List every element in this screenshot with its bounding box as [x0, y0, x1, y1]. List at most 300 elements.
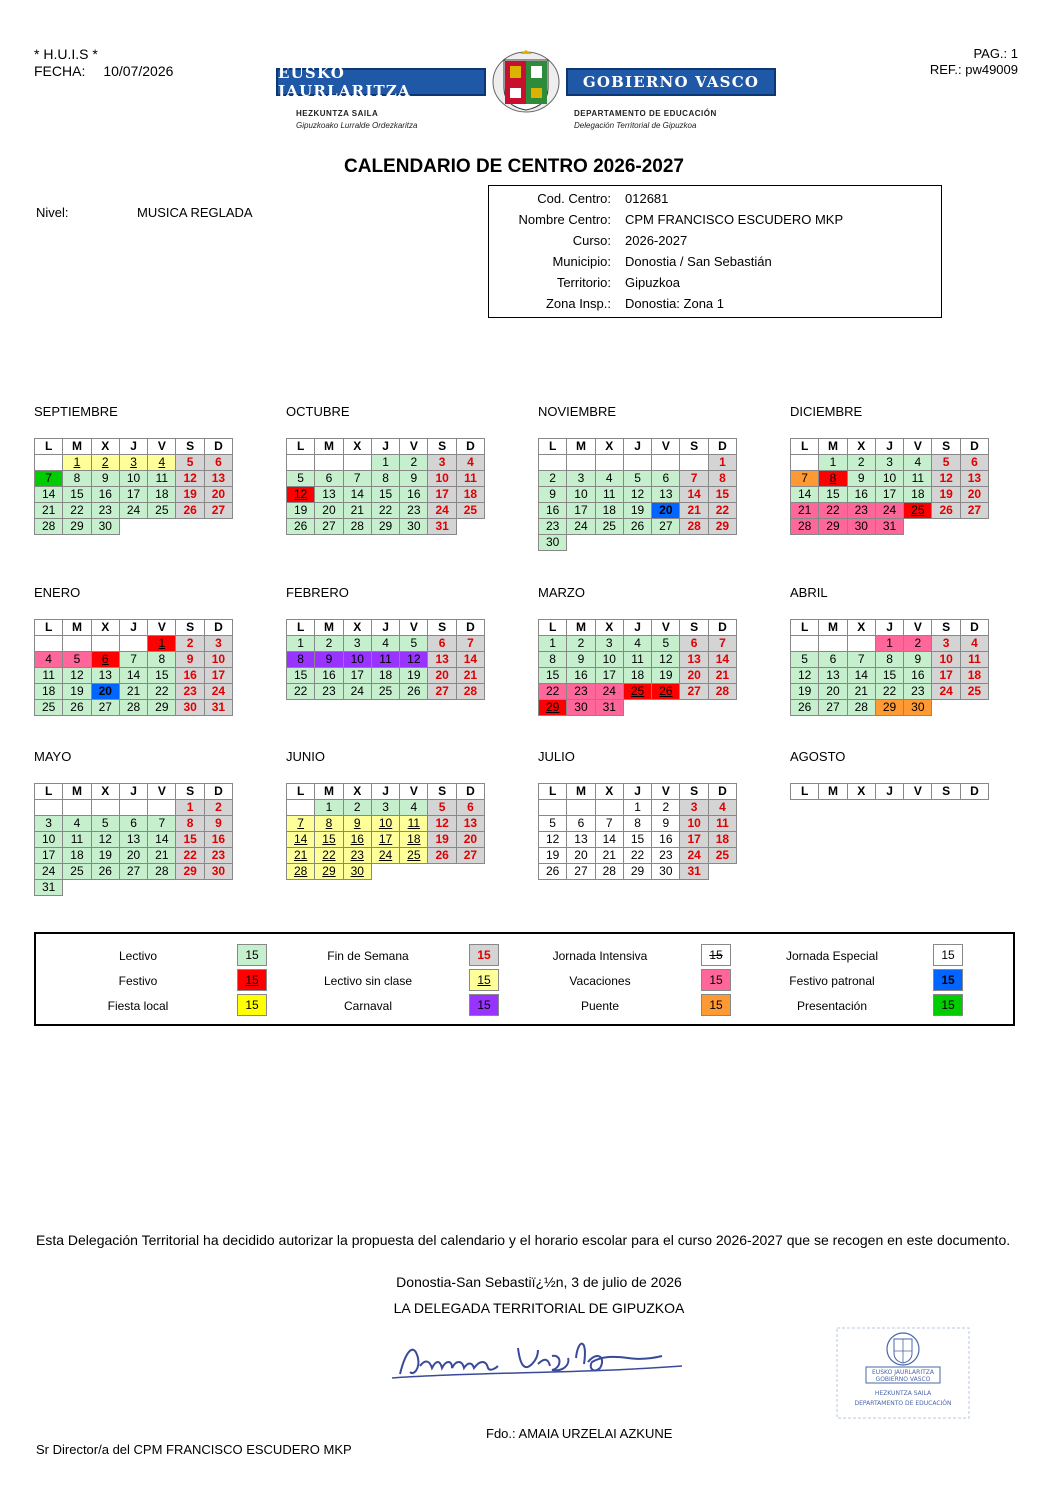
day-cell: 5: [91, 816, 119, 832]
empty-cell: [35, 636, 63, 652]
empty-cell: [819, 636, 847, 652]
day-cell: 29: [176, 864, 204, 880]
day-cell: 22: [371, 503, 399, 519]
day-cell: 24: [595, 684, 623, 700]
day-cell: 4: [708, 800, 736, 816]
day-cell: 16: [400, 487, 428, 503]
info-row-cod: Cod. Centro: 012681: [537, 191, 669, 206]
day-cell: 8: [708, 471, 736, 487]
weekday-header: J: [371, 439, 399, 455]
day-cell: 28: [119, 700, 147, 716]
weekday-header: M: [315, 784, 343, 800]
weekday-header: S: [176, 620, 204, 636]
empty-cell: [63, 880, 91, 896]
day-cell: 16: [204, 832, 232, 848]
weekday-header: L: [791, 439, 819, 455]
empty-cell: [595, 455, 623, 471]
weekday-header: X: [343, 784, 371, 800]
day-cell: 4: [63, 816, 91, 832]
center-info-box: [488, 185, 942, 318]
info-row-nombre: Nombre Centro: CPM FRANCISCO ESCUDERO MKP: [518, 212, 844, 227]
day-cell: 31: [875, 519, 903, 535]
day-cell: 22: [708, 503, 736, 519]
weekday-header: L: [287, 439, 315, 455]
empty-cell: [119, 800, 147, 816]
day-cell: 12: [932, 471, 960, 487]
empty-cell: [148, 519, 176, 535]
day-cell: 2: [91, 455, 119, 471]
day-cell: 24: [35, 864, 63, 880]
day-cell: 8: [148, 652, 176, 668]
empty-cell: [847, 636, 875, 652]
day-cell: 2: [539, 471, 567, 487]
day-cell: 17: [875, 487, 903, 503]
day-cell: 5: [176, 455, 204, 471]
day-cell: 12: [63, 668, 91, 684]
weekday-header: J: [119, 439, 147, 455]
day-cell: 31: [680, 864, 708, 880]
legend-swatch: 15: [237, 994, 267, 1016]
day-cell: 5: [63, 652, 91, 668]
day-cell: 27: [91, 700, 119, 716]
empty-cell: [400, 864, 428, 880]
day-cell: 22: [315, 848, 343, 864]
day-cell: 1: [708, 455, 736, 471]
weekday-header: X: [595, 784, 623, 800]
day-cell: 26: [63, 700, 91, 716]
weekday-header: S: [680, 784, 708, 800]
weekday-header: J: [623, 784, 651, 800]
day-cell: 12: [652, 652, 680, 668]
legend-swatch: 15: [237, 944, 267, 966]
weekday-header: X: [847, 784, 875, 800]
info-row-curso: Curso: 2026-2027: [572, 233, 688, 248]
legend-label: Fin de Semana: [327, 949, 409, 963]
day-cell: 4: [35, 652, 63, 668]
svg-text:GOBIERNO VASCO: GOBIERNO VASCO: [875, 1376, 931, 1383]
day-cell: 29: [819, 519, 847, 535]
weekday-header: M: [819, 439, 847, 455]
empty-cell: [428, 864, 456, 880]
day-cell: 22: [63, 503, 91, 519]
month-table: [286, 619, 485, 700]
day-cell: 6: [204, 455, 232, 471]
day-cell: 4: [904, 455, 932, 471]
weekday-header: D: [708, 784, 736, 800]
day-cell: 20: [204, 487, 232, 503]
day-cell: 23: [567, 684, 595, 700]
weekday-header: L: [791, 784, 819, 800]
empty-cell: [539, 455, 567, 471]
day-cell: 28: [343, 519, 371, 535]
svg-text:DEPARTAMENTO DE EDUCACIÓN: DEPARTAMENTO DE EDUCACIÓN: [854, 1400, 952, 1407]
empty-cell: [204, 519, 232, 535]
day-cell: 16: [539, 503, 567, 519]
day-cell: 26: [539, 864, 567, 880]
day-cell: 26: [652, 684, 680, 700]
day-cell: 25: [63, 864, 91, 880]
day-cell: 10: [119, 471, 147, 487]
day-cell: 4: [960, 636, 988, 652]
day-cell: 25: [400, 848, 428, 864]
day-cell: 8: [287, 652, 315, 668]
day-cell: 7: [680, 471, 708, 487]
day-cell: 11: [400, 816, 428, 832]
day-cell: 11: [708, 816, 736, 832]
day-cell: 2: [652, 800, 680, 816]
day-cell: 16: [91, 487, 119, 503]
day-cell: 10: [567, 487, 595, 503]
day-cell: 21: [708, 668, 736, 684]
day-cell: 30: [847, 519, 875, 535]
day-cell: 6: [456, 800, 484, 816]
day-cell: 19: [91, 848, 119, 864]
weekday-header: X: [595, 439, 623, 455]
day-cell: 21: [148, 848, 176, 864]
logo-right-bar: GOBIERNO VASCO: [566, 68, 776, 96]
weekday-header: D: [708, 439, 736, 455]
legend-swatch: 15: [701, 969, 731, 991]
weekday-header: V: [400, 620, 428, 636]
day-cell: 19: [287, 503, 315, 519]
page-title: CALENDARIO DE CENTRO 2026-2027: [344, 156, 684, 177]
day-cell: 15: [708, 487, 736, 503]
day-cell: 24: [371, 848, 399, 864]
empty-cell: [904, 519, 932, 535]
day-cell: 20: [119, 848, 147, 864]
day-cell: 15: [539, 668, 567, 684]
legend-label: Lectivo sin clase: [323, 974, 413, 988]
weekday-header: M: [63, 784, 91, 800]
empty-cell: [63, 800, 91, 816]
day-cell: 6: [119, 816, 147, 832]
day-cell: 5: [652, 636, 680, 652]
day-cell: 14: [119, 668, 147, 684]
day-cell: 25: [904, 503, 932, 519]
month-table: [286, 438, 485, 535]
day-cell: 10: [875, 471, 903, 487]
weekday-header: M: [315, 439, 343, 455]
empty-cell: [176, 519, 204, 535]
day-cell: 7: [119, 652, 147, 668]
month-table: [34, 619, 233, 716]
day-cell: 14: [456, 652, 484, 668]
day-cell: 15: [63, 487, 91, 503]
weekday-header: X: [91, 439, 119, 455]
day-cell: 6: [960, 455, 988, 471]
nivel-label: Nivel:: [36, 205, 69, 220]
day-cell: 27: [680, 684, 708, 700]
day-cell: 19: [63, 684, 91, 700]
weekday-header: D: [960, 439, 988, 455]
day-cell: 1: [875, 636, 903, 652]
day-cell: 20: [960, 487, 988, 503]
signer-name: Fdo.: AMAIA URZELAI AZKUNE: [486, 1426, 673, 1441]
day-cell: 17: [680, 832, 708, 848]
day-cell: 24: [680, 848, 708, 864]
day-cell: 6: [91, 652, 119, 668]
day-cell: 1: [623, 800, 651, 816]
day-cell: 13: [428, 652, 456, 668]
day-cell: 10: [371, 816, 399, 832]
day-cell: 3: [428, 455, 456, 471]
day-cell: 23: [847, 503, 875, 519]
day-cell: 21: [35, 503, 63, 519]
day-cell: 27: [960, 503, 988, 519]
day-cell: 12: [91, 832, 119, 848]
legend-label: Fiesta local: [107, 999, 169, 1013]
day-cell: 19: [791, 684, 819, 700]
empty-cell: [932, 519, 960, 535]
empty-cell: [791, 455, 819, 471]
day-cell: 8: [819, 471, 847, 487]
day-cell: 13: [315, 487, 343, 503]
day-cell: 5: [400, 636, 428, 652]
day-cell: 23: [91, 503, 119, 519]
day-cell: 11: [35, 668, 63, 684]
header-right: [930, 46, 1018, 78]
weekday-header: L: [791, 620, 819, 636]
day-cell: 21: [680, 503, 708, 519]
month-name: MARZO: [538, 585, 585, 600]
day-cell: 24: [119, 503, 147, 519]
day-cell: 18: [148, 487, 176, 503]
day-cell: 18: [35, 684, 63, 700]
day-cell: 26: [791, 700, 819, 716]
day-cell: 3: [595, 636, 623, 652]
month-name: FEBRERO: [286, 585, 349, 600]
day-cell: 30: [652, 864, 680, 880]
day-cell: 21: [119, 684, 147, 700]
info-row-zona: Zona Insp.: Donostia: Zona 1: [545, 296, 725, 311]
empty-cell: [595, 800, 623, 816]
weekday-header: J: [623, 439, 651, 455]
day-cell: 3: [567, 471, 595, 487]
day-cell: 10: [680, 816, 708, 832]
day-cell: 22: [287, 684, 315, 700]
day-cell: 7: [791, 471, 819, 487]
day-cell: 10: [35, 832, 63, 848]
day-cell: 25: [456, 503, 484, 519]
empty-cell: [652, 535, 680, 551]
weekday-header: D: [960, 620, 988, 636]
day-cell: 7: [456, 636, 484, 652]
official-stamp-image: [836, 1327, 970, 1419]
gobierno-vasco-logo: [276, 50, 776, 142]
day-cell: 9: [315, 652, 343, 668]
legend-swatch: 15: [237, 969, 267, 991]
day-cell: 18: [960, 668, 988, 684]
day-cell: 5: [791, 652, 819, 668]
legend-label: Presentación: [796, 999, 868, 1013]
day-cell: 26: [287, 519, 315, 535]
day-cell: 6: [819, 652, 847, 668]
day-cell: 13: [567, 832, 595, 848]
day-cell: 29: [148, 700, 176, 716]
day-cell: 28: [791, 519, 819, 535]
day-cell: 2: [343, 800, 371, 816]
day-cell: 13: [680, 652, 708, 668]
day-cell: 29: [875, 700, 903, 716]
day-cell: 8: [176, 816, 204, 832]
logo-left-bar: EUSKO JAURLARITZA: [276, 68, 486, 96]
day-cell: 2: [904, 636, 932, 652]
day-cell: 7: [35, 471, 63, 487]
day-cell: 31: [204, 700, 232, 716]
empty-cell: [708, 700, 736, 716]
day-cell: 23: [904, 684, 932, 700]
day-cell: 25: [960, 684, 988, 700]
day-cell: 23: [343, 848, 371, 864]
month-table: [34, 438, 233, 535]
day-cell: 18: [623, 668, 651, 684]
weekday-header: X: [91, 784, 119, 800]
empty-cell: [456, 864, 484, 880]
day-cell: 15: [315, 832, 343, 848]
place-date: Donostia-San Sebastiï¿½n, 3 de julio de 2026: [396, 1274, 682, 1290]
day-cell: 9: [91, 471, 119, 487]
day-cell: 2: [847, 455, 875, 471]
legend-label: Festivo patronal: [789, 974, 875, 988]
day-cell: 21: [343, 503, 371, 519]
weekday-header: D: [708, 620, 736, 636]
weekday-header: L: [539, 784, 567, 800]
day-cell: 11: [960, 652, 988, 668]
weekday-header: L: [35, 784, 63, 800]
day-cell: 26: [623, 519, 651, 535]
empty-cell: [91, 880, 119, 896]
day-cell: 28: [148, 864, 176, 880]
day-cell: 17: [204, 668, 232, 684]
day-cell: 9: [847, 471, 875, 487]
day-cell: 18: [400, 832, 428, 848]
weekday-header: X: [595, 620, 623, 636]
day-cell: 25: [35, 700, 63, 716]
day-cell: 19: [428, 832, 456, 848]
day-cell: 7: [343, 471, 371, 487]
weekday-header: D: [204, 620, 232, 636]
weekday-header: D: [204, 439, 232, 455]
weekday-header: M: [567, 620, 595, 636]
empty-cell: [35, 455, 63, 471]
day-cell: 4: [148, 455, 176, 471]
weekday-header: S: [680, 439, 708, 455]
empty-cell: [623, 535, 651, 551]
legend-swatch: 15: [469, 944, 499, 966]
day-cell: 22: [148, 684, 176, 700]
day-cell: 4: [623, 636, 651, 652]
weekday-header: J: [875, 620, 903, 636]
empty-cell: [119, 880, 147, 896]
empty-cell: [287, 800, 315, 816]
day-cell: 12: [791, 668, 819, 684]
logo-left-subtitle: HEZKUNTZA SAILA Gipuzkoako Lurralde Ordezkaritza: [296, 109, 418, 130]
day-cell: 9: [539, 487, 567, 503]
weekday-header: S: [932, 620, 960, 636]
month-table: [538, 438, 737, 551]
month-table: [34, 783, 233, 896]
weekday-header: L: [287, 784, 315, 800]
coat-of-arms-icon: [490, 50, 562, 114]
day-cell: 16: [847, 487, 875, 503]
month-name: SEPTIEMBRE: [34, 404, 118, 419]
day-cell: 1: [176, 800, 204, 816]
empty-cell: [960, 700, 988, 716]
svg-text:EUSKO JAURLARITZA: EUSKO JAURLARITZA: [872, 1369, 934, 1376]
day-cell: 14: [791, 487, 819, 503]
day-cell: 4: [595, 471, 623, 487]
day-cell: 26: [91, 864, 119, 880]
day-cell: 27: [567, 864, 595, 880]
legend-label: Puente: [580, 999, 620, 1013]
day-cell: 29: [623, 864, 651, 880]
month-name: ENERO: [34, 585, 81, 600]
day-cell: 20: [91, 684, 119, 700]
day-cell: 12: [400, 652, 428, 668]
logo-right-subtitle: DEPARTAMENTO DE EDUCACIÓN Delegación Territorial de Gipuzkoa: [574, 109, 717, 130]
day-cell: 27: [456, 848, 484, 864]
weekday-header: V: [148, 620, 176, 636]
day-cell: 14: [595, 832, 623, 848]
weekday-header: S: [176, 439, 204, 455]
huis-label: * H.U.I.S *: [34, 46, 98, 62]
day-cell: 19: [623, 503, 651, 519]
day-cell: 3: [204, 636, 232, 652]
weekday-header: S: [680, 620, 708, 636]
weekday-header: M: [567, 784, 595, 800]
day-cell: 14: [343, 487, 371, 503]
day-cell: 22: [539, 684, 567, 700]
empty-cell: [119, 519, 147, 535]
day-cell: 22: [875, 684, 903, 700]
empty-cell: [148, 800, 176, 816]
day-cell: 24: [204, 684, 232, 700]
empty-cell: [204, 880, 232, 896]
day-cell: 31: [595, 700, 623, 716]
day-cell: 18: [904, 487, 932, 503]
day-cell: 31: [428, 519, 456, 535]
day-cell: 15: [371, 487, 399, 503]
day-cell: 15: [176, 832, 204, 848]
day-cell: 6: [428, 636, 456, 652]
empty-cell: [567, 535, 595, 551]
day-cell: 10: [428, 471, 456, 487]
weekday-header: J: [875, 439, 903, 455]
day-cell: 26: [428, 848, 456, 864]
empty-cell: [91, 800, 119, 816]
day-cell: 1: [819, 455, 847, 471]
day-cell: 27: [119, 864, 147, 880]
day-cell: 14: [35, 487, 63, 503]
month-name: JULIO: [538, 749, 575, 764]
day-cell: 30: [400, 519, 428, 535]
legend-swatch: 15: [701, 944, 731, 966]
empty-cell: [680, 700, 708, 716]
empty-cell: [539, 800, 567, 816]
month-name: NOVIEMBRE: [538, 404, 617, 419]
weekday-header: S: [428, 784, 456, 800]
day-cell: 16: [567, 668, 595, 684]
weekday-header: L: [539, 439, 567, 455]
empty-cell: [623, 455, 651, 471]
day-cell: 7: [148, 816, 176, 832]
day-cell: 25: [148, 503, 176, 519]
weekday-header: S: [428, 439, 456, 455]
day-cell: 13: [456, 816, 484, 832]
legend-swatch: 15: [469, 994, 499, 1016]
weekday-header: S: [176, 784, 204, 800]
day-cell: 20: [567, 848, 595, 864]
